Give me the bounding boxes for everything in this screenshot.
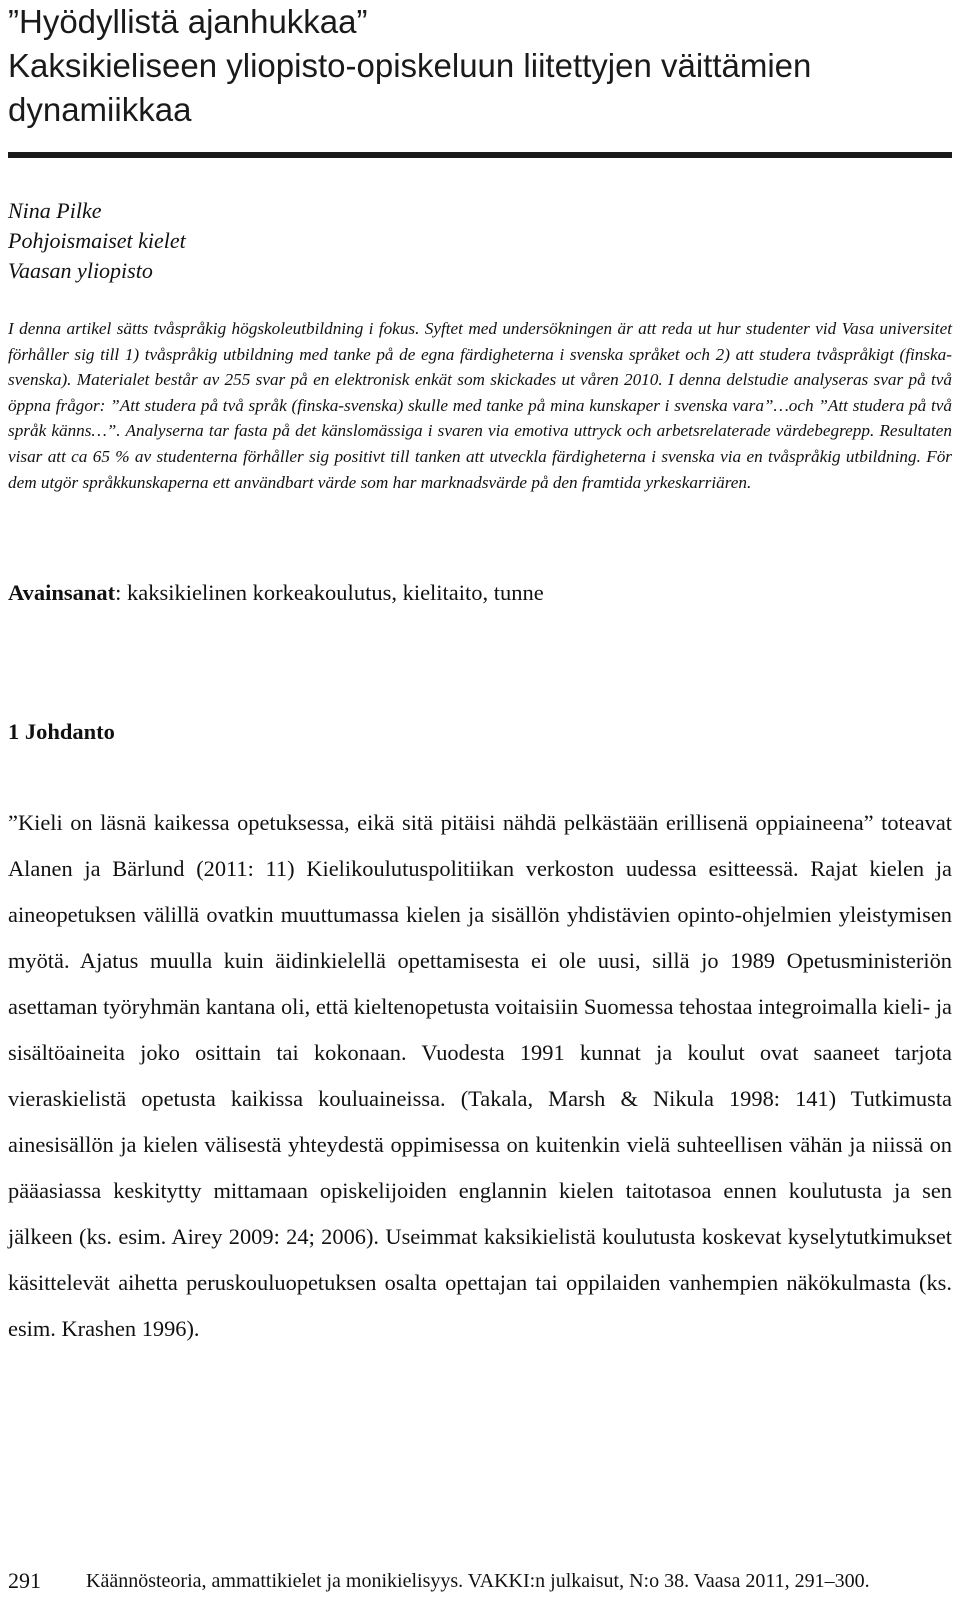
page-footer [8,1564,952,1598]
article-title [8,0,952,132]
title-line-3: dynamiikkaa [8,91,192,128]
keywords-label: Avainsanat [8,580,116,605]
title-line-2: Kaksikieliseen yliopisto-opiskeluun liitettyjen väittämien [8,47,812,84]
footer-citation: Käännösteoria, ammattikielet ja monikielisyys. VAKKI:n julkaisut, N:o 38. Vaasa 2011, 291–300. [86,1570,870,1592]
author-department: Pohjoismaiset kielet [8,228,186,253]
section-heading: 1 Johdanto [8,719,115,744]
keywords-line [8,577,544,609]
author-info [8,196,186,286]
keywords-separator: : [115,580,127,605]
body-paragraph: ”Kieli on läsnä kaikessa opetuksessa, eikä sitä pitäisi nähdä pelkästään erillisenä oppiaineena” toteavat Alanen ja Bärlund (2011: 11) Kielikoulutuspolitiikan verkoston uudessa esitteessä. Rajat kielen ja aineopetuksen välillä ovatkin muuttumassa kielen ja sisällön yhdistävien opinto-ohjelmien yleistymisen myötä. Ajatus muulla kuin äidinkielellä opettamisesta ei ole uusi, sillä jo 1989 Opetusministeriön asettaman työryhmän kantana oli, että kieltenopetusta voitaisiin Suomessa tehostaa integroimalla kieli- ja sisältöaineita joko osittain tai kokonaan. Vuodesta 1991 kunnat ja koulut ovat saaneet tarjota vieraskielistä opetusta kaikissa kouluaineissa. (Takala, Marsh & Nikula 1998: 141) Tutkimusta ainesisällön ja kielen välisestä yhteydestä oppimisessa on kuitenkin vielä suhteellisen vähän ja niissä on pääasiassa keskitytty mittamaan opiskelijoiden englannin kielen taitotasoa ennen koulutusta ja sen jälkeen (ks. esim. Airey 2009: 24; 2006). Useimmat kaksikielistä koulutusta koskevat kyselytutkimukset käsittelevät aihetta peruskouluopetuksen osalta opettajan tai oppilaiden vanhempien näkökulmasta (ks. esim. Krashen 1996). [8,810,952,1341]
keywords-text: kaksikielinen korkeakoulutus, kielitaito, tunne [127,580,544,605]
author-university: Vaasan yliopisto [8,258,153,283]
page-number: 291 [8,1568,41,1593]
title-divider [8,152,952,158]
author-name: Nina Pilke [8,198,102,223]
abstract-paragraph: I denna artikel sätts tvåspråkig högskoleutbildning i fokus. Syftet med undersökningen är att reda ut hur studenter vid Vasa universitet förhåller sig till 1) tvåspråkig utbildning med tanke på de egna färdigheterna i svenska språket och 2) att studera tvåspråkigt (finska-svenska). Materialet består av 255 svar på en elektronisk enkät som skickades ut våren 2010. I denna delstudie analyseras svar på två öppna frågor: ”Att studera på två språk (finska-svenska) skulle med tanke på mina kunskaper i svenska vara”…och ”Att studera på två språk känns…”. Analyserna tar fasta på det känslomässiga i svaren via emotiva uttryck och arbetsrelaterade värdebegrepp. Resultaten visar att ca 65 % av studenterna förhåller sig positivt till tanken att utveckla färdigheterna i svenska via en tvåspråkig utbildning. För dem utgör språkkunskaperna ett användbart värde som har marknadsvärde på den framtida yrkeskarriären. [8,319,952,492]
title-line-1: ”Hyödyllistä ajanhukkaa” [8,3,368,40]
